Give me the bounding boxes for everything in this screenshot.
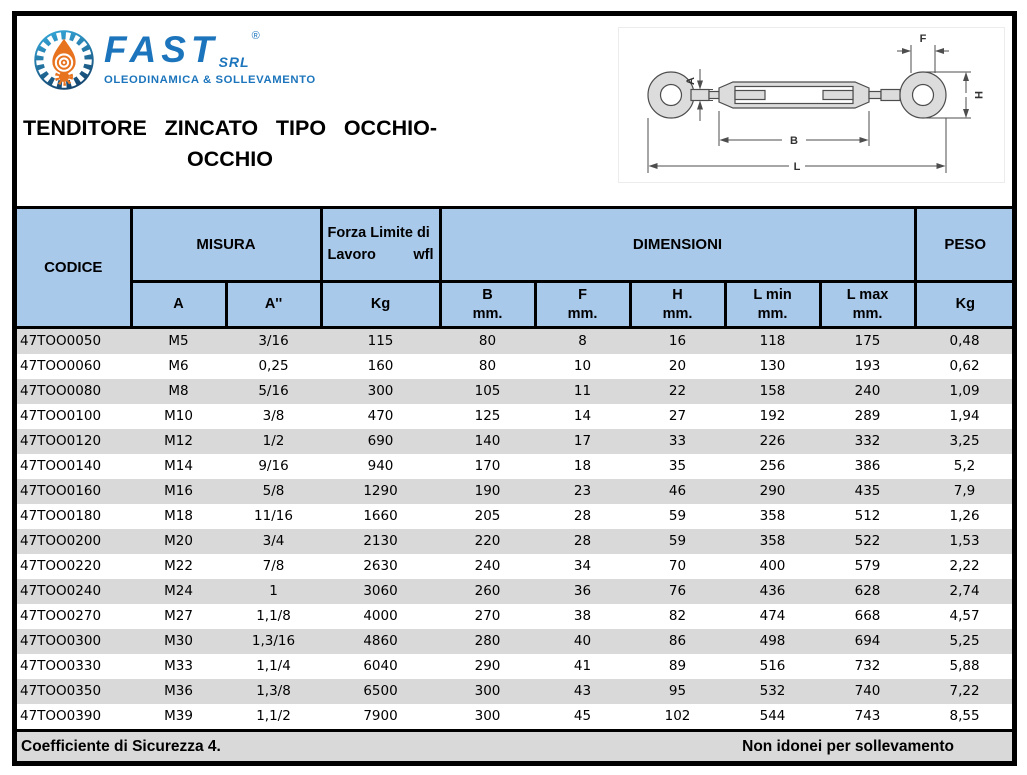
cell-lmin-mm: 498 [725,629,820,654]
cell-lmax-mm: 694 [820,629,915,654]
cell-misura-a: M8 [131,379,226,404]
brand-suffix: SRL [218,54,250,70]
registered-mark-icon: ® [251,30,260,42]
cell-codice: 47TOO0060 [17,354,131,379]
cell-lmax-mm: 740 [820,679,915,704]
cell-h-mm: 16 [630,328,725,355]
cell-misura-a: M27 [131,604,226,629]
cell-h-mm: 70 [630,554,725,579]
cell-misura-a: M16 [131,479,226,504]
cell-f-mm: 8 [535,328,630,355]
cell-lmin-mm: 256 [725,454,820,479]
table-row [17,379,1014,404]
table-row [17,429,1014,454]
cell-b-mm: 105 [440,379,535,404]
cell-h-mm: 27 [630,404,725,429]
cell-lmin-mm: 436 [725,579,820,604]
cell-wll-kg: 2130 [321,529,440,554]
cell-h-mm: 59 [630,529,725,554]
cell-misura-a2: 1 [226,579,321,604]
table-row [17,529,1014,554]
cell-lmin-mm: 474 [725,604,820,629]
cell-wll-kg: 1660 [321,504,440,529]
cell-codice: 47TOO0160 [17,479,131,504]
cell-codice: 47TOO0180 [17,504,131,529]
table-row [17,629,1014,654]
safety-coefficient-note: Coefficiente di Sicurezza 4. [21,737,221,755]
cell-b-mm: 80 [440,328,535,355]
col-header-forza [321,208,440,282]
table-row [17,328,1014,355]
cell-lmax-mm: 732 [820,654,915,679]
cell-h-mm: 46 [630,479,725,504]
header-area [17,16,1012,206]
cell-misura-a2: 1,1/4 [226,654,321,679]
col-header-peso: PESO [915,208,1014,282]
col-header-misura: MISURA [131,208,321,282]
dim-label-f: F [919,33,927,45]
cell-codice: 47TOO0120 [17,429,131,454]
cell-peso-kg: 1,53 [915,529,1014,554]
cell-f-mm: 17 [535,429,630,454]
cell-h-mm: 102 [630,704,725,729]
cell-lmax-mm: 579 [820,554,915,579]
cell-peso-kg: 1,26 [915,504,1014,529]
fast-gear-drop-icon [33,29,95,91]
forza-lavoro: Lavoro [327,246,376,263]
cell-h-mm: 59 [630,504,725,529]
cell-lmin-mm: 226 [725,429,820,454]
forza-wfl: wfl [413,246,434,263]
cell-lmin-mm: 290 [725,479,820,504]
cell-codice: 47TOO0080 [17,379,131,404]
cell-b-mm: 205 [440,504,535,529]
cell-misura-a2: 5/8 [226,479,321,504]
cell-peso-kg: 2,22 [915,554,1014,579]
subheader-b: B mm. [440,282,535,328]
table-row [17,404,1014,429]
cell-h-mm: 33 [630,429,725,454]
cell-h-mm: 76 [630,579,725,604]
cell-f-mm: 40 [535,629,630,654]
cell-misura-a: M6 [131,354,226,379]
cell-wll-kg: 300 [321,379,440,404]
cell-peso-kg: 0,48 [915,328,1014,355]
cell-misura-a: M36 [131,679,226,704]
cell-wll-kg: 1290 [321,479,440,504]
cell-misura-a: M5 [131,328,226,355]
brand-name: FAST [104,29,219,70]
cell-codice: 47TOO0330 [17,654,131,679]
cell-b-mm: 300 [440,679,535,704]
cell-peso-kg: 5,88 [915,654,1014,679]
table-row [17,454,1014,479]
forza-line1: Forza Limite di [327,224,430,241]
cell-f-mm: 14 [535,404,630,429]
cell-misura-a: M14 [131,454,226,479]
cell-lmin-mm: 532 [725,679,820,704]
dim-label-h: H [972,91,984,99]
cell-f-mm: 28 [535,504,630,529]
cell-wll-kg: 470 [321,404,440,429]
table-row [17,679,1014,704]
cell-codice: 47TOO0270 [17,604,131,629]
subheader-a: A [131,282,226,328]
product-title-line2: OCCHIO [187,147,273,171]
cell-misura-a: M12 [131,429,226,454]
cell-lmax-mm: 435 [820,479,915,504]
cell-wll-kg: 160 [321,354,440,379]
product-title-line1: TENDITORE ZINCATO TIPO OCCHIO- [23,116,437,140]
cell-lmin-mm: 400 [725,554,820,579]
cell-lmin-mm: 158 [725,379,820,404]
table-row [17,579,1014,604]
table-row [17,654,1014,679]
cell-b-mm: 125 [440,404,535,429]
cell-lmax-mm: 332 [820,429,915,454]
cell-codice: 47TOO0240 [17,579,131,604]
col-header-dimensioni: DIMENSIONI [440,208,915,282]
cell-wll-kg: 7900 [321,704,440,729]
cell-wll-kg: 6500 [321,679,440,704]
subheader-f: F mm. [535,282,630,328]
brand-tagline: OLEODINAMICA & SOLLEVAMENTO [104,74,316,86]
cell-misura-a: M24 [131,579,226,604]
cell-peso-kg: 0,62 [915,354,1014,379]
cell-lmin-mm: 358 [725,504,820,529]
cell-lmax-mm: 512 [820,504,915,529]
cell-peso-kg: 1,09 [915,379,1014,404]
cell-h-mm: 35 [630,454,725,479]
cell-lmax-mm: 522 [820,529,915,554]
cell-peso-kg: 4,57 [915,604,1014,629]
cell-misura-a2: 1,1/2 [226,704,321,729]
cell-b-mm: 80 [440,354,535,379]
cell-misura-a2: 7/8 [226,554,321,579]
table-footer [17,729,1012,761]
cell-misura-a2: 1,3/8 [226,679,321,704]
cell-misura-a2: 3/4 [226,529,321,554]
cell-f-mm: 10 [535,354,630,379]
cell-b-mm: 270 [440,604,535,629]
cell-lmin-mm: 192 [725,404,820,429]
cell-codice: 47TOO0300 [17,629,131,654]
cell-h-mm: 89 [630,654,725,679]
cell-misura-a: M33 [131,654,226,679]
cell-misura-a2: 0,25 [226,354,321,379]
cell-b-mm: 170 [440,454,535,479]
page-frame [12,11,1017,766]
cell-f-mm: 11 [535,379,630,404]
cell-misura-a2: 5/16 [226,379,321,404]
cell-b-mm: 220 [440,529,535,554]
cell-misura-a2: 9/16 [226,454,321,479]
cell-lmax-mm: 668 [820,604,915,629]
cell-misura-a2: 1,1/8 [226,604,321,629]
table-row [17,554,1014,579]
cell-f-mm: 18 [535,454,630,479]
cell-h-mm: 22 [630,379,725,404]
cell-b-mm: 260 [440,579,535,604]
cell-lmax-mm: 240 [820,379,915,404]
table-row [17,479,1014,504]
company-logo [33,29,316,91]
cell-b-mm: 280 [440,629,535,654]
cell-peso-kg: 7,22 [915,679,1014,704]
cell-misura-a: M10 [131,404,226,429]
cell-lmax-mm: 743 [820,704,915,729]
table-body [17,328,1014,730]
cell-peso-kg: 2,74 [915,579,1014,604]
cell-wll-kg: 4000 [321,604,440,629]
cell-peso-kg: 7,9 [915,479,1014,504]
cell-b-mm: 240 [440,554,535,579]
cell-peso-kg: 3,25 [915,429,1014,454]
cell-wll-kg: 690 [321,429,440,454]
cell-lmax-mm: 628 [820,579,915,604]
cell-lmax-mm: 386 [820,454,915,479]
cell-misura-a: M18 [131,504,226,529]
cell-codice: 47TOO0220 [17,554,131,579]
cell-lmin-mm: 130 [725,354,820,379]
cell-misura-a2: 11/16 [226,504,321,529]
cell-misura-a: M20 [131,529,226,554]
cell-lmax-mm: 289 [820,404,915,429]
table-row [17,704,1014,729]
cell-h-mm: 95 [630,679,725,704]
cell-f-mm: 45 [535,704,630,729]
cell-misura-a2: 3/16 [226,328,321,355]
cell-lmin-mm: 358 [725,529,820,554]
cell-peso-kg: 1,94 [915,404,1014,429]
cell-codice: 47TOO0050 [17,328,131,355]
subheader-a2: A'' [226,282,321,328]
cell-b-mm: 290 [440,654,535,679]
cell-peso-kg: 5,2 [915,454,1014,479]
cell-wll-kg: 115 [321,328,440,355]
cell-wll-kg: 3060 [321,579,440,604]
dim-label-a: A [685,77,697,85]
cell-f-mm: 36 [535,579,630,604]
cell-f-mm: 23 [535,479,630,504]
lifting-warning-note: Non idonei per sollevamento [742,737,954,755]
subheader-lmax: L max mm. [820,282,915,328]
cell-h-mm: 20 [630,354,725,379]
subheader-lmin: L min mm. [725,282,820,328]
specifications-table [17,206,1014,729]
cell-lmax-mm: 175 [820,328,915,355]
cell-wll-kg: 4860 [321,629,440,654]
cell-f-mm: 28 [535,529,630,554]
subheader-h: H mm. [630,282,725,328]
table-row [17,604,1014,629]
cell-peso-kg: 5,25 [915,629,1014,654]
cell-misura-a2: 3/8 [226,404,321,429]
cell-lmin-mm: 516 [725,654,820,679]
cell-misura-a2: 1/2 [226,429,321,454]
cell-misura-a: M39 [131,704,226,729]
dim-label-l: L [793,161,801,173]
cell-misura-a: M22 [131,554,226,579]
subheader-kg: Kg [321,282,440,328]
cell-lmin-mm: 544 [725,704,820,729]
cell-wll-kg: 940 [321,454,440,479]
cell-f-mm: 43 [535,679,630,704]
product-title [23,113,437,175]
cell-misura-a: M30 [131,629,226,654]
cell-f-mm: 38 [535,604,630,629]
cell-b-mm: 300 [440,704,535,729]
subheader-peso-kg: Kg [915,282,1014,328]
col-header-codice: CODICE [17,208,131,328]
cell-b-mm: 190 [440,479,535,504]
cell-codice: 47TOO0140 [17,454,131,479]
cell-codice: 47TOO0390 [17,704,131,729]
cell-codice: 47TOO0350 [17,679,131,704]
cell-wll-kg: 2630 [321,554,440,579]
logo-text [104,29,316,86]
cell-h-mm: 86 [630,629,725,654]
table-row [17,354,1014,379]
cell-b-mm: 140 [440,429,535,454]
cell-h-mm: 82 [630,604,725,629]
turnbuckle-technical-drawing [618,27,1005,183]
cell-codice: 47TOO0200 [17,529,131,554]
cell-peso-kg: 8,55 [915,704,1014,729]
cell-f-mm: 41 [535,654,630,679]
cell-wll-kg: 6040 [321,654,440,679]
cell-lmin-mm: 118 [725,328,820,355]
cell-misura-a2: 1,3/16 [226,629,321,654]
table-row [17,504,1014,529]
cell-lmax-mm: 193 [820,354,915,379]
dim-label-b: B [790,135,798,147]
table-header [17,208,1014,328]
cell-f-mm: 34 [535,554,630,579]
cell-codice: 47TOO0100 [17,404,131,429]
